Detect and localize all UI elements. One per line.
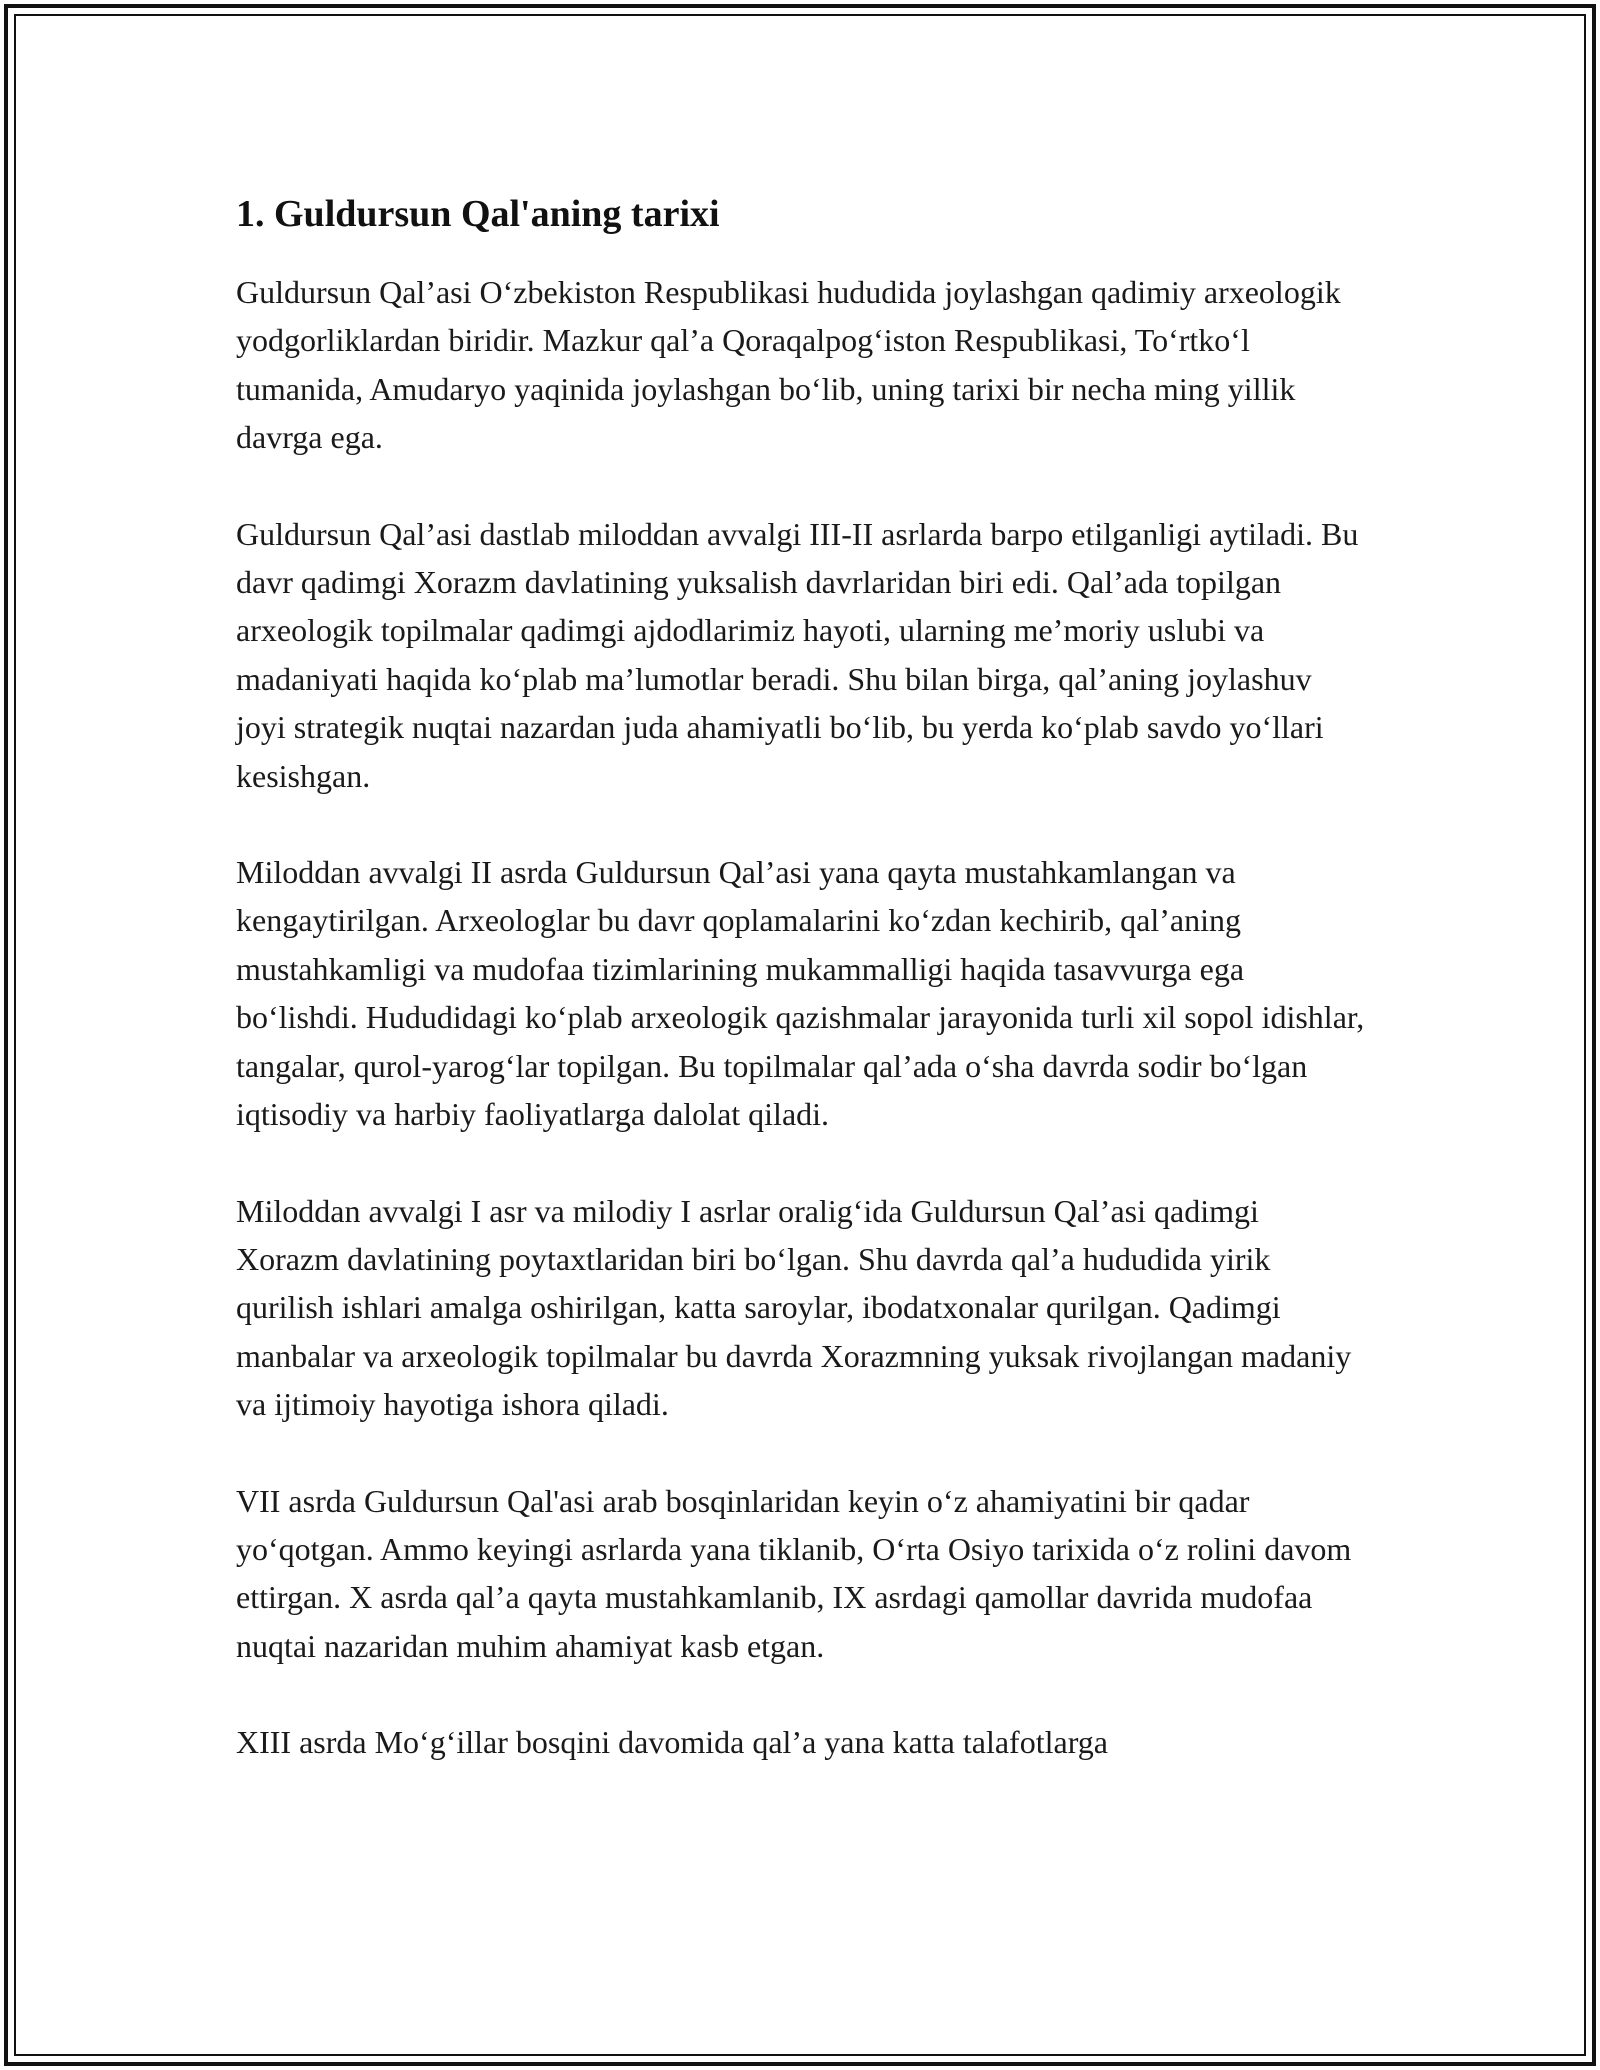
- section-heading: 1. Guldursun Qal'aning tarixi: [236, 193, 720, 235]
- paragraph-1: Guldursun Qal’asi O‘zbekiston Respublikasi hududida joylashgan qadimiy arxeologik yodgorliklardan biridir. Mazkur qal’a Qoraqalpog‘iston Respublikasi, To‘rtko‘l tumanida, Amudaryo yaqinida joylashgan bo‘lib, uning tarixi bir necha ming yillik davrga ega.: [236, 274, 1341, 456]
- paragraph-3: Miloddan avvalgi II asrda Guldursun Qal’asi yana qayta mustahkamlangan va kengaytirilgan. Arxeologlar bu davr qoplamalarini ko‘zdan kechirib, qal’aning mustahkamligi va mudofaa tizimlarining mukammalligi haqida tasavvurga ega bo‘lishdi. Hududidagi ko‘plab arxeologik qazishmalar jarayonida turli xil sopol idishlar, tangalar, qurol-yarog‘lar topilgan. Bu topilmalar qal’ada o‘sha davrda sodir bo‘lgan iqtisodiy va harbiy faoliyatlarga dalolat qiladi.: [236, 854, 1365, 1133]
- paragraph-4: Miloddan avvalgi I asr va milodiy I asrlar oralig‘ida Guldursun Qal’asi qadimgi Xorazm davlatining poytaxtlaridan biri bo‘lgan. Shu davrda qal’a hududida yirik qurilish ishlari amalga oshirilgan, katta saroylar, ibodatxonalar qurilgan. Qadimgi manbalar va arxeologik topilmalar bu davrda Xorazmning yuksak rivojlangan madaniy va ijtimoiy hayotiga ishora qiladi.: [236, 1192, 1352, 1423]
- document-body: [236, 186, 1366, 1815]
- paragraph-5: VII asrda Guldursun Qal'asi arab bosqinlaridan keyin o‘z ahamiyatini bir qadar yo‘qotgan. Ammo keyingi asrlarda yana tiklanib, O‘rta Osiyo tarixida o‘z rolini davom ettirgan. X asrda qal’a qayta mustahkamlanib, IX asrdagi qamollar davrida mudofaa nuqtai nazaridan muhim ahamiyat kasb etgan.: [236, 1482, 1352, 1664]
- paragraph-6: XIII asrda Mo‘g‘illar bosqini davomida qal’a yana katta talafotlarga: [236, 1724, 1108, 1761]
- paragraph-2: Guldursun Qal’asi dastlab miloddan avvalgi III-II asrlarda barpo etilganligi aytiladi. Bu davr qadimgi Xorazm davlatining yuksalish davrlaridan biri edi. Qal’ada topilgan arxeologik topilmalar qadimgi ajdodlarimiz hayoti, ularning me’moriy uslubi va madaniyati haqida ko‘plab ma’lumotlar beradi. Shu bilan birga, qal’aning joylashuv joyi strategik nuqtai nazardan juda ahamiyatli bo‘lib, bu yerda ko‘plab savdo yo‘llari kesishgan.: [236, 515, 1359, 794]
